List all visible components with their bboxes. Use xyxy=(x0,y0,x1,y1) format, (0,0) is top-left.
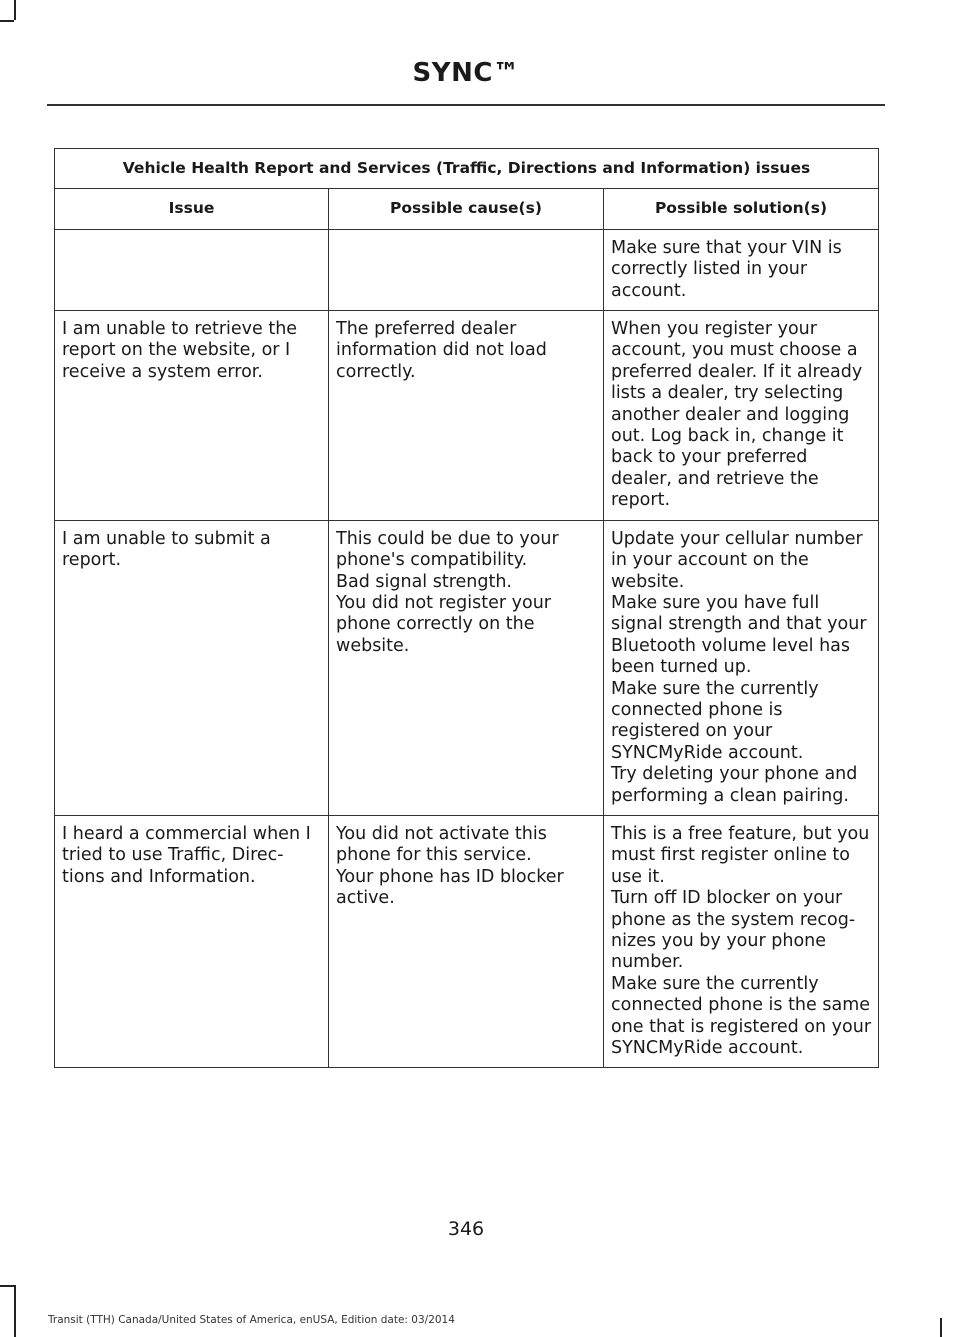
cause-cell xyxy=(329,311,604,521)
solution-cell xyxy=(604,229,879,310)
crop-mark xyxy=(0,1285,14,1287)
cause-cell xyxy=(329,520,604,815)
issue-cell xyxy=(55,520,329,815)
solution-text: Try deleting your phone and performing a clean pairing. xyxy=(611,764,858,806)
cause-text: Your phone has ID blocker active. xyxy=(336,866,564,909)
crop-mark xyxy=(14,0,16,20)
solution-cell xyxy=(604,520,879,815)
crop-mark xyxy=(14,1285,16,1337)
cause-cell xyxy=(329,229,604,310)
cause-text: Bad signal strength. xyxy=(336,571,512,592)
solution-cell xyxy=(604,311,879,521)
issues-table xyxy=(54,148,879,1068)
cause-text: This could be due to your phone's compatibility. xyxy=(336,528,559,571)
table-row xyxy=(55,520,879,815)
table-row xyxy=(55,311,879,521)
solution-text: Make sure you have full signal strength and that your Bluetooth volume level has been turned up. xyxy=(611,592,867,678)
issue-text: I am unable to submit a report. xyxy=(62,528,271,571)
column-header-issue: Issue xyxy=(55,189,329,229)
solution-text: Turn off ID blocker on your phone as the system recog-nizes you by your phone number. xyxy=(611,888,856,973)
column-header-cause: Possible cause(s) xyxy=(329,189,604,229)
crop-mark xyxy=(940,1318,942,1337)
issue-cell xyxy=(55,311,329,521)
solution-text: Make sure the currently connected phone is the same one that is registered on your SYNCMyRide account. xyxy=(611,973,872,1059)
solution-text: Make sure the currently connected phone is registered on your SYNCMyRide account. xyxy=(611,678,819,763)
table-row xyxy=(55,815,879,1067)
cause-text: You did not register your phone correctly on the website. xyxy=(336,592,551,656)
solution-text: Update your cellular number in your account on the website. xyxy=(611,528,863,592)
table-row xyxy=(55,229,879,310)
cause-text: The preferred dealer information did not load correctly. xyxy=(336,319,547,382)
issue-cell xyxy=(55,229,329,310)
issue-cell xyxy=(55,815,329,1067)
solution-text: This is a free feature, but you must first register online to use it. xyxy=(611,823,870,887)
cause-cell xyxy=(329,815,604,1067)
solution-text: When you register your account, you must choose a preferred dealer. If it already lists a dealer, try selecting another dealer and logging out. Log back in, change it back to your preferred dealer, and retrieve the report. xyxy=(611,319,863,511)
solution-cell xyxy=(604,815,879,1067)
solution-text: Make sure that your VIN is correctly listed in your account. xyxy=(611,237,842,301)
header-divider xyxy=(47,104,885,106)
crop-mark xyxy=(0,20,14,22)
issue-text: I am unable to retrieve the report on the website, or I receive a system error. xyxy=(62,319,298,382)
issue-text: I heard a commercial when I tried to use Traffic, Direc-tions and Information. xyxy=(62,823,311,887)
table-caption: Vehicle Health Report and Services (Traffic, Directions and Information) issues xyxy=(55,149,879,189)
page-number: 346 xyxy=(447,1218,485,1240)
column-header-solution: Possible solution(s) xyxy=(604,189,879,229)
page-title: SYNC™ xyxy=(412,58,520,88)
cause-text: You did not activate this phone for this service. xyxy=(336,823,547,866)
edition-footer: Transit (TTH) Canada/United States of America, enUSA, Edition date: 03/2014 xyxy=(48,1314,455,1326)
